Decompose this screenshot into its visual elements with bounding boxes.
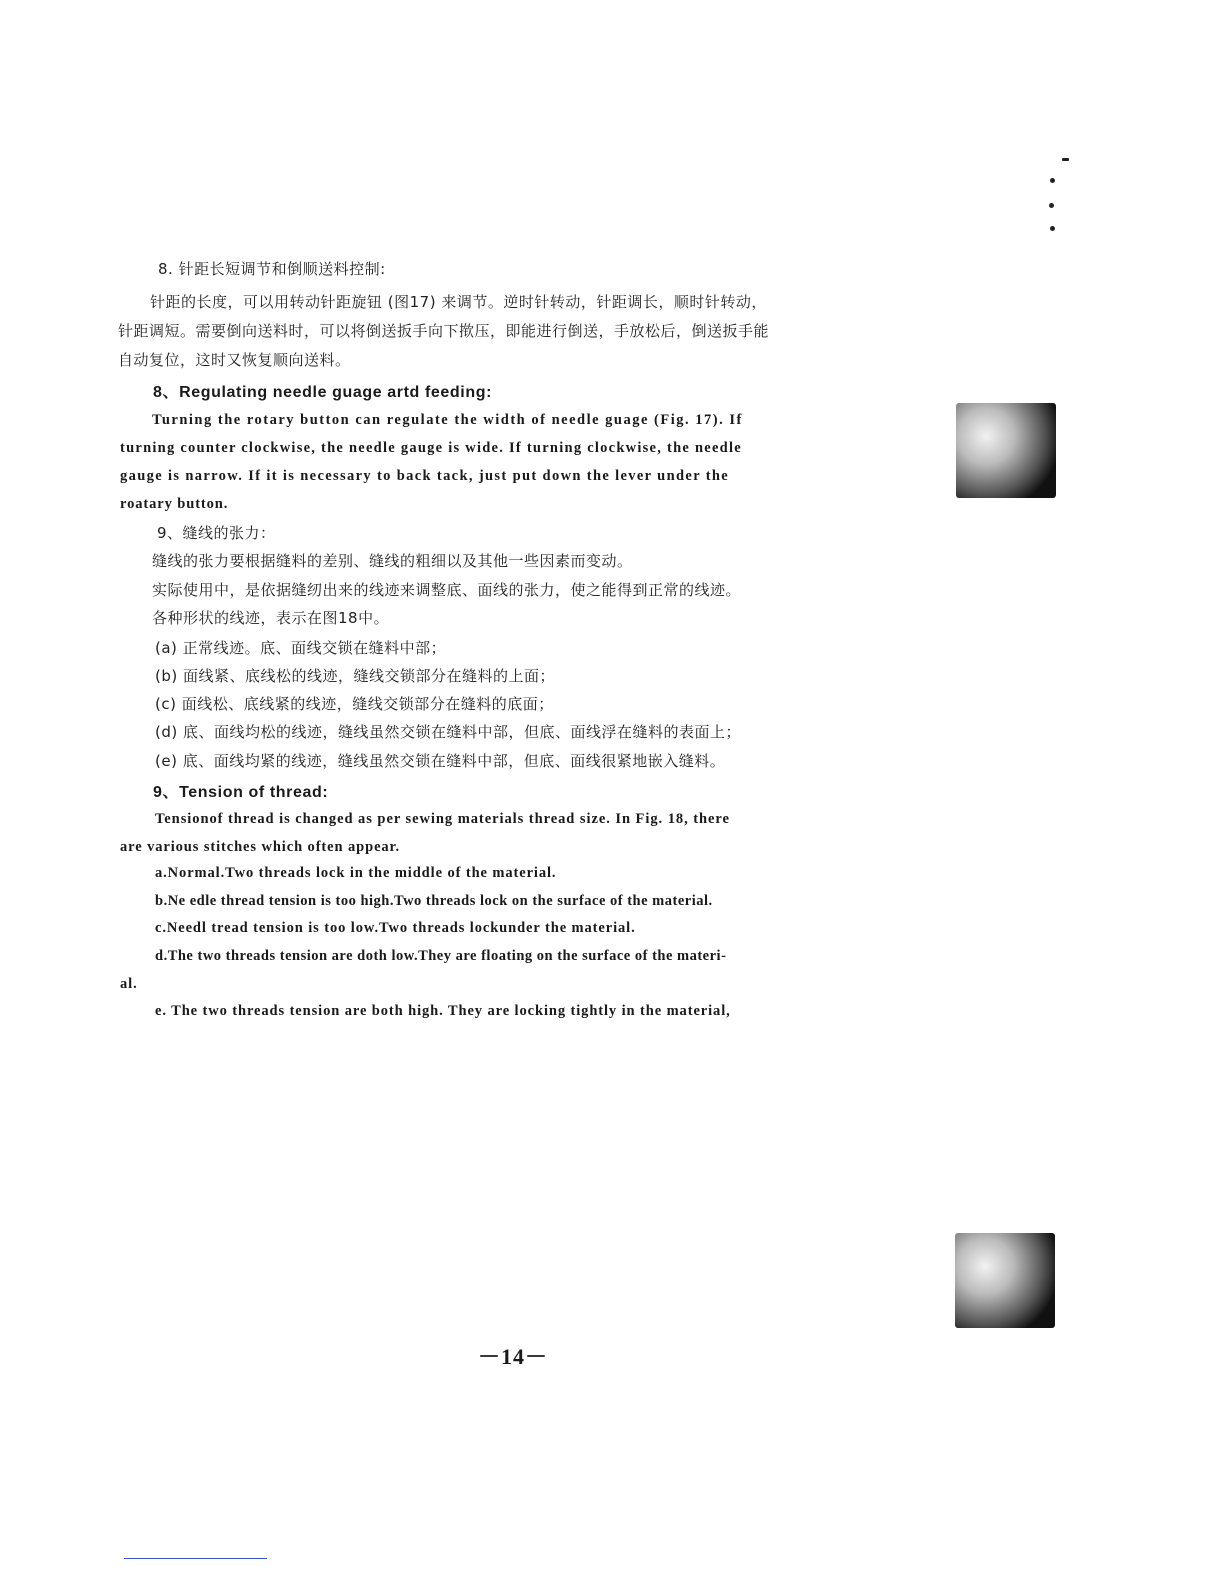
zh-para-8-line: 针距调短。需要倒向送料时，可以将倒送扳手向下揿压，即能进行倒送，手放松后，倒送扳手能: [118, 322, 770, 340]
en-item-9: al.: [120, 976, 138, 992]
zh-para-9-line: 缝线的张力要根据缝料的差别、缝线的粗细以及其他一些因素而变动。: [152, 552, 633, 570]
margin-dot: [1049, 203, 1054, 208]
en-item-9: a.Normal.Two threads lock in the middle of the material.: [155, 865, 557, 881]
en-para-9-line: Tensionof thread is changed as per sewing materials thread size. In Fig. 18, there: [155, 811, 730, 827]
en-item-9: d.The two threads tension are doth low.They are floating on the surface of the materi-: [155, 948, 727, 964]
scan-edge-mark-top: [956, 403, 1056, 498]
en-item-9: b.Ne edle thread tension is too high.Two threads lock on the surface of the material.: [155, 893, 713, 909]
zh-item-9: (b) 面线紧、底线松的线迹，缝线交锁部分在缝料的上面；: [155, 667, 555, 685]
en-item-9: c.Needl tread tension is too low.Two threads lockunder the material.: [155, 920, 636, 936]
margin-dot: [1050, 226, 1055, 231]
page-number: －14－: [478, 1344, 549, 1369]
en-para-8-line: turning counter clockwise, the needle gauge is wide. If turning clockwise, the needle: [120, 440, 742, 456]
scan-edge-mark-bottom: [955, 1233, 1055, 1328]
en-para-8-line: roatary button.: [120, 496, 229, 512]
en-para-8-line: gauge is narrow. If it is necessary to back tack, just put down the lever under the: [120, 468, 730, 484]
en-item-9: e. The two threads tension are both high. They are locking tightly in the material,: [155, 1003, 731, 1019]
en-para-8-line: Turning the rotary button can regulate the width of needle guage (Fig. 17). If: [152, 412, 743, 428]
zh-para-9-line: 实际使用中，是依据缝纫出来的线迹来调整底、面线的张力，使之能得到正常的线迹。: [152, 581, 742, 599]
zh-para-8-line: 自动复位，这时又恢复顺向送料。: [118, 351, 351, 369]
zh-para-8-line: 针距的长度，可以用转动针距旋钮 (图17) 来调节。逆时针转动，针距调长，顺时针转动，: [150, 293, 767, 311]
zh-item-9: (d) 底、面线均松的线迹，缝线虽然交锁在缝料中部，但底、面线浮在缝料的表面上；: [155, 723, 741, 741]
en-heading-9: 9、Tension of thread:: [153, 784, 329, 801]
scan-underline-artifact: [124, 1558, 267, 1559]
zh-item-9: (e) 底、面线均紧的线迹，缝线虽然交锁在缝料中部，但底、面线很紧地嵌入缝料。: [155, 752, 726, 770]
zh-para-9-line: 各种形状的线迹，表示在图18中。: [152, 609, 390, 627]
zh-heading-8: 8. 针距长短调节和倒顺送料控制:: [158, 260, 386, 278]
en-para-9-line: are various stitches which often appear.: [120, 839, 401, 855]
en-heading-8: 8、Regulating needle guage artd feeding:: [153, 384, 492, 401]
zh-item-9: (a) 正常线迹。底、面线交锁在缝料中部；: [155, 639, 447, 657]
zh-heading-9: 9、缝线的张力：: [157, 524, 276, 542]
margin-dot: [1050, 178, 1055, 183]
zh-item-9: (c) 面线松、底线紧的线迹，缝线交锁部分在缝料的底面；: [155, 695, 554, 713]
margin-dot: [1062, 158, 1069, 161]
